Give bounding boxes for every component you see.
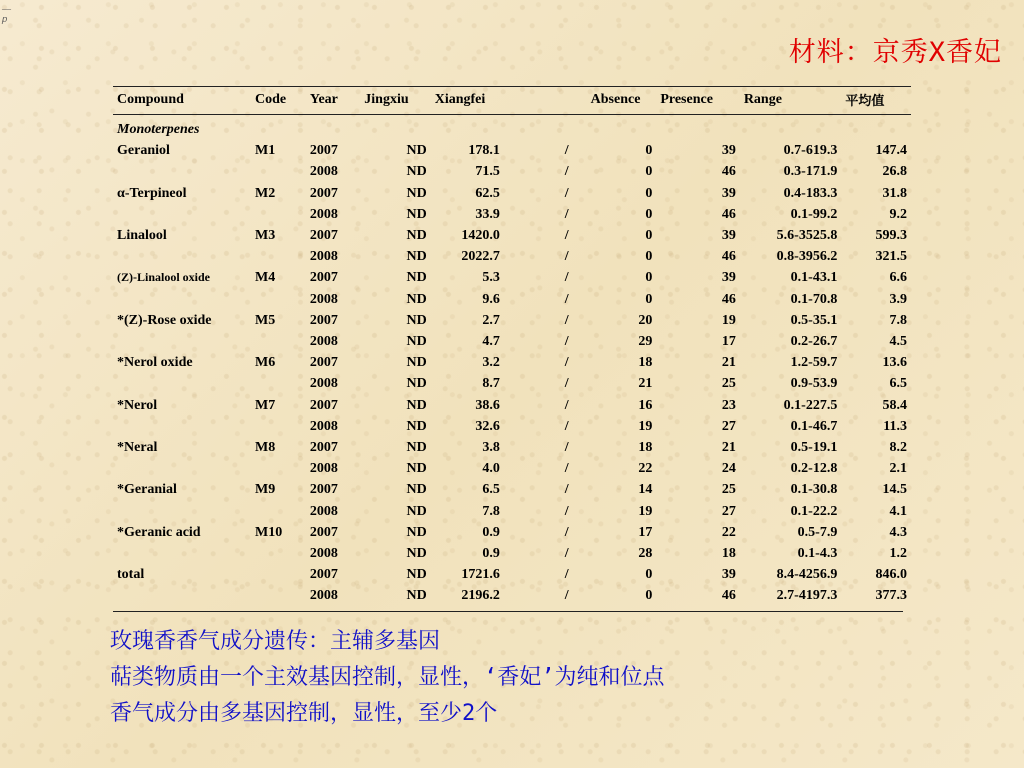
cell-year: 2007 xyxy=(309,312,338,328)
cell-xiangfei: 178.1 xyxy=(468,143,500,159)
cell-xiangfei: 9.6 xyxy=(482,291,500,307)
cell-absence: 19 xyxy=(638,418,653,434)
cell-presence: 46 xyxy=(721,249,736,265)
cell-average: 26.8 xyxy=(882,164,907,180)
table-row xyxy=(113,458,911,479)
header-presence: Presence xyxy=(656,87,740,115)
cell-jingxiu: ND xyxy=(406,567,427,583)
table-row xyxy=(113,310,911,331)
cell-separator: / xyxy=(564,249,569,265)
cell-separator: / xyxy=(564,185,569,201)
cell-range: 0.4-183.3 xyxy=(783,185,838,201)
cell-jingxiu: ND xyxy=(406,546,427,562)
cell-xiangfei: 4.0 xyxy=(482,461,500,477)
table-row xyxy=(113,564,911,585)
cell-separator: / xyxy=(564,164,569,180)
cell-year: 2007 xyxy=(309,440,338,456)
cell-average: 147.4 xyxy=(875,143,907,159)
cell-jingxiu: ND xyxy=(406,334,427,350)
header-average: 平均值 xyxy=(841,87,911,115)
cell-jingxiu: ND xyxy=(406,440,427,456)
header-year: Year xyxy=(306,87,360,115)
cell-jingxiu: ND xyxy=(406,228,427,244)
cell-absence: 0 xyxy=(645,206,653,222)
cell-absence: 16 xyxy=(638,397,653,413)
cell-separator: / xyxy=(564,376,569,392)
cell-absence: 28 xyxy=(638,546,653,562)
cell-xiangfei: 7.8 xyxy=(482,503,500,519)
cell-absence: 0 xyxy=(645,249,653,265)
cell-range: 0.7-619.3 xyxy=(783,143,838,159)
table-row xyxy=(113,543,911,564)
cell-year: 2008 xyxy=(309,164,338,180)
cell-absence: 0 xyxy=(645,164,653,180)
cell-jingxiu: ND xyxy=(406,418,427,434)
cell-presence: 25 xyxy=(721,376,736,392)
cell-compound: (Z)-Linalool oxide xyxy=(117,270,211,285)
cell-separator: / xyxy=(564,228,569,244)
note-line: 香气成分由多基因控制，显性，至少2个 xyxy=(110,701,498,726)
cell-presence: 39 xyxy=(721,228,736,244)
cell-range: 0.3-171.9 xyxy=(783,164,838,180)
header-range: Range xyxy=(740,87,842,115)
table-row xyxy=(113,161,911,182)
table-row xyxy=(113,352,911,373)
cell-average: 58.4 xyxy=(882,397,907,413)
cell-code xyxy=(251,161,306,182)
table-header-row xyxy=(113,87,911,115)
cell-xiangfei: 2.7 xyxy=(482,312,500,328)
cell-absence: 20 xyxy=(638,312,653,328)
cell-range: 0.1-99.2 xyxy=(790,206,838,222)
cell-range: 2.7-4197.3 xyxy=(776,588,838,604)
cell-year: 2007 xyxy=(309,228,338,244)
cell-year: 2007 xyxy=(309,567,338,583)
cell-presence: 39 xyxy=(721,567,736,583)
cell-separator: / xyxy=(564,270,569,286)
header-jingxiu: Jingxiu xyxy=(360,87,430,115)
note-line: 萜类物质由一个主效基因控制，显性，‘香妃’为纯和位点 xyxy=(110,665,665,690)
cell-presence: 39 xyxy=(721,270,736,286)
cell-compound xyxy=(113,416,251,437)
table-row xyxy=(113,246,911,267)
cell-xiangfei: 32.6 xyxy=(475,418,500,434)
cell-code: M8 xyxy=(255,440,276,456)
cell-compound: *(Z)-Rose oxide xyxy=(117,312,212,328)
cell-jingxiu: ND xyxy=(406,524,427,540)
table-row xyxy=(113,289,911,310)
cell-jingxiu: ND xyxy=(406,249,427,265)
table-row xyxy=(113,204,911,225)
cell-average: 599.3 xyxy=(875,228,907,244)
cell-range: 0.1-30.8 xyxy=(790,482,838,498)
cell-range: 0.8-3956.2 xyxy=(776,249,838,265)
cell-code: M6 xyxy=(255,355,276,371)
cell-separator: / xyxy=(564,206,569,222)
cell-compound xyxy=(113,161,251,182)
cell-code: M7 xyxy=(255,397,276,413)
cell-average: 6.6 xyxy=(889,270,907,286)
cell-compound xyxy=(113,585,251,606)
table-row xyxy=(113,522,911,543)
cell-average: 14.5 xyxy=(882,482,907,498)
cell-year: 2008 xyxy=(309,334,338,350)
cell-range: 5.6-3525.8 xyxy=(776,228,838,244)
cell-separator: / xyxy=(564,143,569,159)
cell-average: 8.2 xyxy=(889,440,907,456)
cell-separator: / xyxy=(564,503,569,519)
cell-xiangfei: 0.9 xyxy=(482,546,500,562)
cell-presence: 18 xyxy=(721,546,736,562)
cell-separator: / xyxy=(564,291,569,307)
cell-year: 2007 xyxy=(309,397,338,413)
cell-compound: *Geranial xyxy=(117,482,177,498)
cell-average: 3.9 xyxy=(889,291,907,307)
cell-jingxiu: ND xyxy=(406,503,427,519)
header-separator xyxy=(504,87,587,115)
cell-jingxiu: ND xyxy=(406,397,427,413)
cell-jingxiu: ND xyxy=(406,206,427,222)
corner-mark: — 𝑝 xyxy=(2,4,11,24)
cell-compound xyxy=(113,204,251,225)
cell-separator: / xyxy=(564,461,569,477)
table-row xyxy=(113,183,911,204)
cell-presence: 23 xyxy=(721,397,736,413)
cell-range: 0.2-26.7 xyxy=(790,334,838,350)
cell-code xyxy=(251,289,306,310)
cell-code: M4 xyxy=(255,270,276,286)
cell-range: 0.5-19.1 xyxy=(790,440,838,456)
cell-year: 2007 xyxy=(309,270,338,286)
cell-separator: / xyxy=(564,567,569,583)
cell-absence: 18 xyxy=(638,440,653,456)
table-row xyxy=(113,331,911,352)
cell-code xyxy=(251,501,306,522)
cell-presence: 22 xyxy=(721,524,736,540)
table-row xyxy=(113,225,911,246)
cell-presence: 21 xyxy=(721,355,736,371)
cell-range: 0.1-227.5 xyxy=(783,397,838,413)
cell-separator: / xyxy=(564,355,569,371)
cell-separator: / xyxy=(564,588,569,604)
cell-xiangfei: 62.5 xyxy=(475,185,500,201)
table-row xyxy=(113,501,911,522)
cell-compound: total xyxy=(117,567,145,583)
cell-range: 0.9-53.9 xyxy=(790,376,838,392)
cell-presence: 27 xyxy=(721,503,736,519)
cell-separator: / xyxy=(564,482,569,498)
cell-average: 9.2 xyxy=(889,206,907,222)
cell-compound xyxy=(113,501,251,522)
cell-compound xyxy=(113,246,251,267)
cell-absence: 0 xyxy=(645,291,653,307)
cell-xiangfei: 6.5 xyxy=(482,482,500,498)
cell-range: 0.1-22.2 xyxy=(790,503,838,519)
cell-separator: / xyxy=(564,440,569,456)
cell-average: 7.8 xyxy=(889,312,907,328)
cell-absence: 17 xyxy=(638,524,653,540)
cell-year: 2007 xyxy=(309,482,338,498)
cell-jingxiu: ND xyxy=(406,270,427,286)
cell-code xyxy=(251,204,306,225)
cell-compound xyxy=(113,543,251,564)
notes xyxy=(110,624,665,732)
cell-year: 2008 xyxy=(309,503,338,519)
cell-average: 4.3 xyxy=(889,524,907,540)
table-row xyxy=(113,416,911,437)
cell-compound: *Nerol xyxy=(117,397,158,413)
cell-absence: 18 xyxy=(638,355,653,371)
cell-separator: / xyxy=(564,312,569,328)
cell-presence: 46 xyxy=(721,588,736,604)
cell-absence: 21 xyxy=(638,376,653,392)
header-code: Code xyxy=(251,87,306,115)
cell-jingxiu: ND xyxy=(406,461,427,477)
cell-compound: *Nerol oxide xyxy=(117,355,193,371)
cell-compound: α-Terpineol xyxy=(117,185,187,201)
cell-average: 13.6 xyxy=(882,355,907,371)
cell-absence: 0 xyxy=(645,228,653,244)
cell-absence: 0 xyxy=(645,270,653,286)
compound-table xyxy=(113,86,911,607)
cell-presence: 19 xyxy=(721,312,736,328)
cell-code: M1 xyxy=(255,143,276,159)
cell-average: 321.5 xyxy=(875,249,907,265)
cell-average: 1.2 xyxy=(889,546,907,562)
compound-table-container xyxy=(113,86,911,612)
cell-code xyxy=(251,564,306,585)
cell-average: 4.1 xyxy=(889,503,907,519)
header-xiangfei: Xiangfei xyxy=(431,87,504,115)
cell-compound xyxy=(113,331,251,352)
table-row xyxy=(113,585,911,606)
cell-code xyxy=(251,331,306,352)
cell-presence: 17 xyxy=(721,334,736,350)
cell-xiangfei: 38.6 xyxy=(475,397,500,413)
cell-presence: 46 xyxy=(721,206,736,222)
table-row xyxy=(113,437,911,458)
cell-jingxiu: ND xyxy=(406,482,427,498)
cell-average: 4.5 xyxy=(889,334,907,350)
cell-absence: 0 xyxy=(645,588,653,604)
cell-xiangfei: 2022.7 xyxy=(461,249,500,265)
cell-code xyxy=(251,585,306,606)
cell-code: M10 xyxy=(255,524,283,540)
cell-range: 0.1-4.3 xyxy=(797,546,838,562)
cell-absence: 0 xyxy=(645,143,653,159)
cell-absence: 29 xyxy=(638,334,653,350)
cell-range: 0.5-7.9 xyxy=(797,524,838,540)
cell-range: 1.2-59.7 xyxy=(790,355,838,371)
cell-code xyxy=(251,373,306,394)
note-line: 玫瑰香香气成分遗传：主辅多基因 xyxy=(110,629,441,654)
cell-presence: 39 xyxy=(721,143,736,159)
cell-range: 0.5-35.1 xyxy=(790,312,838,328)
group-row xyxy=(113,115,911,141)
cell-jingxiu: ND xyxy=(406,588,427,604)
group-label: Monoterpenes xyxy=(117,122,200,137)
cell-average: 31.8 xyxy=(882,185,907,201)
cell-range: 8.4-4256.9 xyxy=(776,567,838,583)
cell-xiangfei: 1721.6 xyxy=(461,567,500,583)
table-bottom-rule xyxy=(113,611,903,612)
table-row xyxy=(113,373,911,394)
cell-code: M5 xyxy=(255,312,276,328)
cell-average: 11.3 xyxy=(883,418,907,434)
cell-year: 2008 xyxy=(309,461,338,477)
cell-separator: / xyxy=(564,546,569,562)
cell-year: 2008 xyxy=(309,206,338,222)
cell-code: M2 xyxy=(255,185,276,201)
cell-compound xyxy=(113,289,251,310)
cell-jingxiu: ND xyxy=(406,355,427,371)
cell-jingxiu: ND xyxy=(406,291,427,307)
cell-absence: 0 xyxy=(645,185,653,201)
cell-code: M3 xyxy=(255,228,276,244)
cell-xiangfei: 2196.2 xyxy=(461,588,500,604)
cell-year: 2008 xyxy=(309,249,338,265)
cell-absence: 19 xyxy=(638,503,653,519)
cell-absence: 14 xyxy=(638,482,653,498)
cell-xiangfei: 3.8 xyxy=(482,440,500,456)
table-row xyxy=(113,140,911,161)
cell-range: 0.2-12.8 xyxy=(790,461,838,477)
cell-code: M9 xyxy=(255,482,276,498)
cell-code xyxy=(251,416,306,437)
cell-range: 0.1-70.8 xyxy=(790,291,838,307)
cell-absence: 0 xyxy=(645,567,653,583)
cell-separator: / xyxy=(564,334,569,350)
cell-xiangfei: 71.5 xyxy=(475,164,500,180)
cell-year: 2008 xyxy=(309,376,338,392)
cell-presence: 46 xyxy=(721,164,736,180)
cell-average: 377.3 xyxy=(875,588,907,604)
cell-presence: 27 xyxy=(721,418,736,434)
cell-compound xyxy=(113,458,251,479)
cell-average: 846.0 xyxy=(875,567,907,583)
table-row xyxy=(113,267,911,288)
cell-jingxiu: ND xyxy=(406,376,427,392)
cell-average: 6.5 xyxy=(889,376,907,392)
cell-presence: 39 xyxy=(721,185,736,201)
table-row xyxy=(113,395,911,416)
header-compound: Compound xyxy=(113,87,251,115)
cell-presence: 24 xyxy=(721,461,736,477)
cell-compound: *Neral xyxy=(117,440,158,456)
header-absence: Absence xyxy=(587,87,657,115)
cell-separator: / xyxy=(564,524,569,540)
cell-absence: 22 xyxy=(638,461,653,477)
cell-jingxiu: ND xyxy=(406,185,427,201)
cell-xiangfei: 5.3 xyxy=(482,270,500,286)
cell-year: 2008 xyxy=(309,418,338,434)
cell-compound xyxy=(113,373,251,394)
cell-xiangfei: 0.9 xyxy=(482,524,500,540)
slide-title: 材料：京秀X香妃 xyxy=(788,37,1002,68)
cell-separator: / xyxy=(564,418,569,434)
cell-compound: Linalool xyxy=(117,228,167,244)
cell-presence: 21 xyxy=(721,440,736,456)
cell-xiangfei: 1420.0 xyxy=(461,228,500,244)
cell-xiangfei: 4.7 xyxy=(482,334,500,350)
cell-jingxiu: ND xyxy=(406,143,427,159)
cell-year: 2008 xyxy=(309,291,338,307)
cell-year: 2007 xyxy=(309,185,338,201)
cell-jingxiu: ND xyxy=(406,164,427,180)
cell-year: 2008 xyxy=(309,588,338,604)
table-row xyxy=(113,479,911,500)
cell-code xyxy=(251,246,306,267)
cell-xiangfei: 33.9 xyxy=(475,206,500,222)
cell-range: 0.1-43.1 xyxy=(790,270,838,286)
cell-code xyxy=(251,543,306,564)
cell-compound: *Geranic acid xyxy=(117,524,201,540)
cell-presence: 46 xyxy=(721,291,736,307)
cell-code xyxy=(251,458,306,479)
cell-xiangfei: 8.7 xyxy=(482,376,500,392)
cell-year: 2007 xyxy=(309,355,338,371)
cell-range: 0.1-46.7 xyxy=(790,418,838,434)
cell-average: 2.1 xyxy=(889,461,907,477)
cell-year: 2007 xyxy=(309,524,338,540)
cell-year: 2007 xyxy=(309,143,338,159)
cell-presence: 25 xyxy=(721,482,736,498)
cell-separator: / xyxy=(564,397,569,413)
cell-compound: Geraniol xyxy=(117,143,170,159)
cell-year: 2008 xyxy=(309,546,338,562)
cell-jingxiu: ND xyxy=(406,312,427,328)
cell-xiangfei: 3.2 xyxy=(482,355,500,371)
